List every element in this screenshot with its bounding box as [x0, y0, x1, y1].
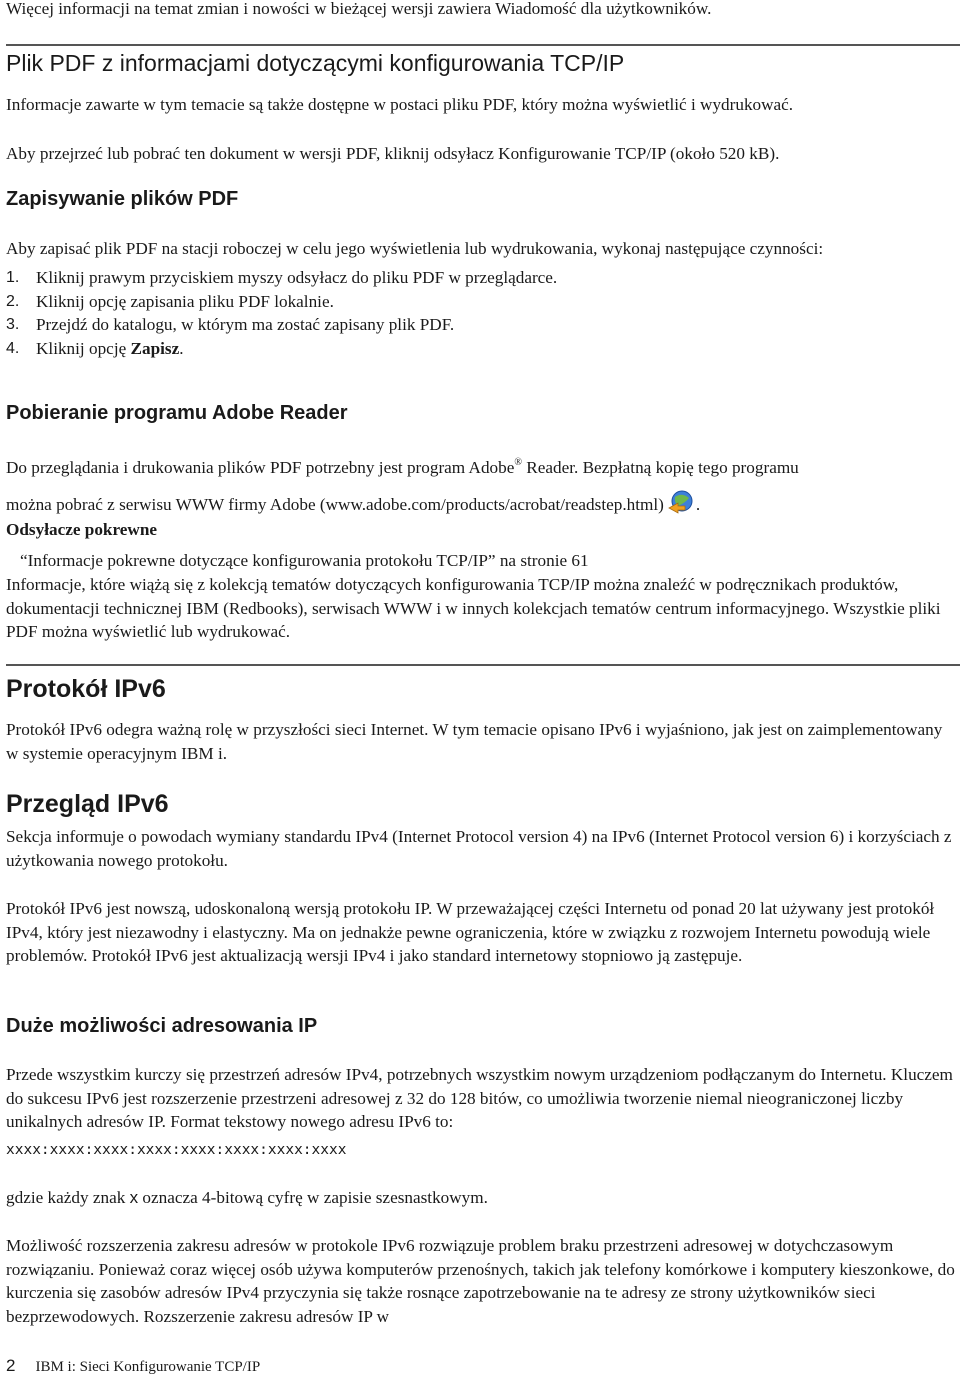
- adobe-text-period: .: [695, 495, 701, 514]
- section-rule: [6, 664, 960, 666]
- adobe-text-start: Do przeglądania i drukowania plików PDF potrzebny jest program Adobe: [6, 458, 515, 477]
- list-item: [6, 313, 956, 337]
- step-number: 3.: [6, 316, 20, 333]
- address-format: xxxx:xxxx:xxxx:xxxx:xxxx:xxxx:xxxx:xxxx: [6, 1142, 347, 1158]
- list-item: [6, 266, 956, 290]
- addressing-text-end: oznacza 4-bitową cyfrę w zapisie szesnastkowym.: [138, 1188, 488, 1207]
- list-item: [6, 337, 956, 361]
- addressing-title: Duże możliwości adresowania IP: [6, 1015, 318, 1037]
- step-number: 2.: [6, 292, 20, 310]
- step-text: Kliknij prawym przyciskiem myszy odsyłacz do pliku PDF w przeglądarce.: [36, 268, 558, 287]
- save-pdf-intro: Aby zapisać plik PDF na stacji roboczej w celu jego wyświetlenia lub wydrukowania, wykonaj następujące czynności:: [6, 239, 824, 258]
- related-topic-link[interactable]: “Informacje pokrewne dotyczące konfigurowania protokołu TCP/IP” na stronie 61: [20, 551, 589, 570]
- external-link-icon[interactable]: [666, 488, 694, 516]
- intro-note: Więcej informacji na temat zmian i nowości w bieżącej wersji zawiera Wiadomość dla użytkowników.: [6, 0, 712, 18]
- ipv6-paragraph: Protokół IPv6 odegra ważną rolę w przyszłości sieci Internet. W tym temacie opisano IPv6 i wyjaśniono, jak jest on zaimplementowany w systemie operacyjnym IBM i.: [6, 720, 943, 763]
- addressing-paragraph-3: Możliwość rozszerzenia zakresu adresów w protokole IPv6 rozwiązuje problem braku przestrzeni adresowej w dotychczasowym rozwiązaniu. Ponieważ coraz więcej osób używa komputerów przenośnych, takich jak telefony komórkowe i komputery kieszonkowe, do kurczenia się zasobów adresów IPv4 przyczynia się także rosnące zapotrzebowanie na te adresy ze strony użytkowników sieci bezprzewodowych. Rozszerzenie zakresu adresów IP w: [6, 1236, 955, 1326]
- step-text-start: Kliknij opcję: [36, 338, 131, 358]
- step-text-end: .: [179, 338, 184, 358]
- page-number: 2: [6, 1356, 16, 1375]
- step-text: [36, 337, 184, 361]
- related-links-item: [20, 549, 960, 573]
- overview-paragraph-1: Sekcja informuje o powodach wymiany standardu IPv4 (Internet Protocol version 4) na IPv6 (Internet Protocol version 6) i korzyściach z użytkowania nowego protokołu.: [6, 827, 952, 870]
- adobe-paragraph-line-2: [6, 488, 956, 517]
- ipv6-title: Protokół IPv6: [6, 675, 166, 703]
- hex-char: x: [129, 1188, 139, 1207]
- related-paragraph: Informacje, które wiążą się z kolekcją tematów dotyczących konfigurowania TCP/IP można znaleźć w podręcznikach produktów, dokumentacji technicznej IBM (Redbooks), serwisach WWW i w innych kolekcjach tematów centrum informacyjnego. Wszystkie pliki PDF można wyświetlić lub wydrukować.: [6, 575, 941, 641]
- pdf-section-title: Plik PDF z informacjami dotyczącymi konfigurowania TCP/IP: [6, 50, 625, 76]
- overview-paragraph-2: Protokół IPv6 jest nowszą, udoskonaloną wersją protokołu IP. W przeważającej części Internetu od ponad 20 lat używany jest protokół IPv4, który jest niezawodny i elastyczny. Ma on jednakże pewne ograniczenia, które w związku z rozwojem Internetu powodują wiele problemów. Protokół IPv6 jest aktualizacją wersji IPv4 i jako standard internetowy stopniowo ją zastępuje.: [6, 899, 935, 965]
- step-number: 4.: [6, 339, 20, 357]
- adobe-download-link[interactable]: można pobrać z serwisu WWW firmy Adobe (www.adobe.com/products/acrobat/readstep.html): [6, 495, 664, 514]
- step-number: 1.: [6, 269, 20, 286]
- addressing-paragraph-1: Przede wszystkim kurczy się przestrzeń adresów IPv4, potrzebnych wszystkim nowym urządzeniom podłączanym do Internetu. Kluczem do sukcesu IPv6 jest rozszerzenie przestrzeni adresowej z 32 do 128 bitów, co umożliwia tworzenie niemal nieograniczonej liczby unikalnych adresów IP. Format tekstowy nowego adresu IPv6 to:: [6, 1065, 953, 1131]
- footer-text: IBM i: Sieci Konfigurowanie TCP/IP: [35, 1359, 261, 1375]
- registered-mark: ®: [514, 457, 522, 468]
- step-text: Przejdź do katalogu, w którym ma zostać zapisany plik PDF.: [36, 315, 455, 334]
- list-item: [6, 290, 956, 314]
- pdf-section-paragraph-2: [6, 142, 956, 166]
- save-steps-list: [6, 266, 956, 360]
- related-links-title: Odsyłacze pokrewne: [6, 520, 158, 539]
- addressing-text-start: gdzie każdy znak: [6, 1188, 130, 1207]
- addressing-paragraph-2: [6, 1186, 956, 1210]
- step-text: Kliknij opcję zapisania pliku PDF lokalnie.: [36, 291, 334, 311]
- save-pdf-title: Zapisywanie plików PDF: [6, 188, 239, 210]
- pdf-section-paragraph-1: Informacje zawarte w tym temacie są także dostępne w postaci pliku PDF, który można wyświetlić i wydrukować.: [6, 95, 794, 114]
- adobe-reader-title: Pobieranie programu Adobe Reader: [6, 402, 348, 424]
- save-option-label: Zapisz: [130, 338, 180, 358]
- adobe-text-end: Reader. Bezpłatną kopię tego programu: [521, 458, 799, 477]
- pdf-download-link[interactable]: Aby przejrzeć lub pobrać ten dokument w wersji PDF, kliknij odsyłacz Konfigurowanie TCP/IP (około 520 kB).: [6, 144, 780, 163]
- section-rule: [6, 44, 960, 46]
- ipv6-overview-title: Przegląd IPv6: [6, 790, 169, 818]
- page-footer: [6, 1356, 260, 1376]
- adobe-paragraph-line-1: [6, 451, 956, 480]
